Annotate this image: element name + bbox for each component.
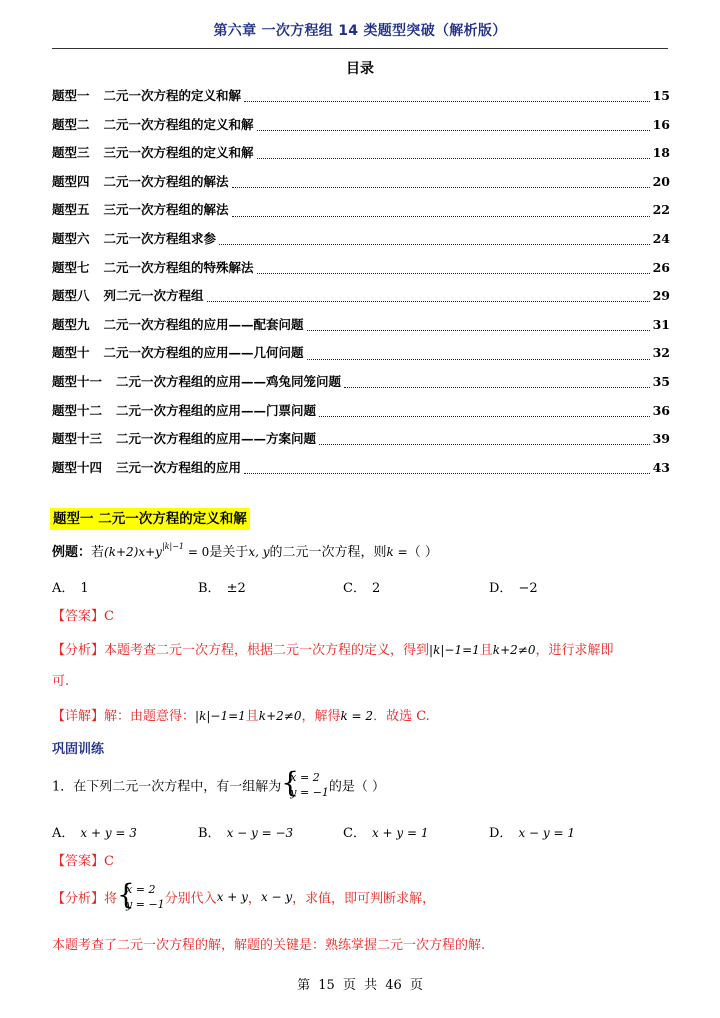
choice-letter: C． xyxy=(343,581,366,596)
toc-entry-number: 题型三 xyxy=(52,145,90,161)
choice-letter: A． xyxy=(52,581,75,596)
choice-letter: D． xyxy=(489,826,513,841)
system-line: { x = 2 xyxy=(126,883,156,896)
toc-entry-title: 二元一次方程组的应用——几何问题 xyxy=(103,345,304,361)
detail-text: ，解得 xyxy=(301,709,341,724)
analysis-text: 本题考查二元一次方程，根据二元一次方程的定义，得到 xyxy=(104,643,430,658)
toc-title: 目录 xyxy=(346,61,374,77)
answer-value: C xyxy=(104,609,114,624)
detail-math: |k|−1=1 xyxy=(195,709,246,723)
toc-entry-title: 二元一次方程组的应用——方案问题 xyxy=(116,431,317,447)
toc-leader-dots xyxy=(207,300,650,302)
toc-entry[interactable] xyxy=(52,425,670,454)
toc-entry-title: 二元一次方程的定义和解 xyxy=(103,88,242,103)
toc-leader-dots xyxy=(344,386,650,388)
example-exponent: |k|−1 xyxy=(161,542,184,551)
header-divider xyxy=(52,48,668,49)
toc-entry-page: 22 xyxy=(652,202,670,218)
toc-entry-number: 题型八 xyxy=(52,288,90,304)
toc-leader-dots xyxy=(257,129,650,131)
section-heading: 题型一 二元一次方程的定义和解 xyxy=(50,508,250,530)
toc-leader-dots xyxy=(244,472,650,474)
toc-entry[interactable] xyxy=(52,196,670,225)
toc-entry[interactable] xyxy=(52,282,670,311)
choice-letter: A． xyxy=(52,826,75,841)
practice-choice-b xyxy=(198,822,293,841)
choice-letter: D． xyxy=(489,581,513,596)
example-text-mid: 是关于 xyxy=(209,545,249,560)
choice-value: x − y = 1 xyxy=(518,826,575,840)
example-question xyxy=(52,541,438,560)
example-equation-tail: = 0 xyxy=(184,545,210,559)
detail-math: k+2≠0 xyxy=(258,709,302,723)
toc-entry-title: 二元一次方程组的应用——门票问题 xyxy=(116,402,317,418)
toc-leader-dots xyxy=(232,215,650,217)
system-line: { x = 2 xyxy=(290,771,320,784)
choice-value: x + y = 3 xyxy=(80,826,137,840)
example-detail xyxy=(52,705,430,724)
toc-entry-page: 24 xyxy=(652,230,670,246)
toc-entry-title: 三元一次方程组的应用 xyxy=(116,459,242,475)
choice-letter: B． xyxy=(198,581,221,596)
toc-entry-title: 三元一次方程组的定义和解 xyxy=(103,145,254,161)
practice-choice-a xyxy=(52,822,137,841)
toc-entry-title: 二元一次方程组求参 xyxy=(103,230,217,246)
example-choice-a xyxy=(52,577,89,596)
example-text-before: 若 xyxy=(91,545,105,560)
toc-entry-title: 二元一次方程组的解法 xyxy=(103,173,229,189)
choice-value: x + y = 1 xyxy=(371,826,429,840)
toc-leader-dots xyxy=(307,358,650,360)
toc-entry-number: 题型十三 xyxy=(52,431,103,447)
choice-letter: B． xyxy=(198,826,221,841)
practice-answer xyxy=(52,850,114,869)
practice-choice-c xyxy=(343,822,429,841)
example-text-after: 的二元一次方程，则 xyxy=(269,545,387,560)
toc-entry-page: 16 xyxy=(652,116,670,132)
practice-question-1 xyxy=(52,770,385,800)
analysis-math: x − y xyxy=(260,890,293,904)
example-choice-d xyxy=(489,577,538,596)
toc-entry-number: 题型四 xyxy=(52,173,90,189)
question-text: 1．在下列二元一次方程中，有一组解为 xyxy=(52,779,282,795)
toc-entry-number: 题型九 xyxy=(52,316,90,332)
example-analysis xyxy=(52,639,613,658)
toc-entry-page: 15 xyxy=(652,88,670,103)
toc-entry-number: 题型十二 xyxy=(52,402,103,418)
toc-entry-page: 18 xyxy=(652,145,670,161)
choice-value: ±2 xyxy=(226,581,246,596)
toc-entry-page: 26 xyxy=(652,259,670,275)
choice-letter: C． xyxy=(343,826,366,841)
analysis-text: ，求值，即可判断求解， xyxy=(292,891,436,907)
detail-text: 解：由题意得： xyxy=(104,709,196,724)
practice-analysis xyxy=(52,882,435,912)
example-analysis-cont: 可. xyxy=(52,674,70,689)
toc-leader-dots xyxy=(307,329,650,331)
toc-entry[interactable] xyxy=(52,368,670,397)
toc-leader-dots xyxy=(257,272,650,274)
answer-value: C xyxy=(104,854,114,869)
example-blank: （ ） xyxy=(407,545,438,560)
choice-value: −2 xyxy=(518,581,538,596)
toc-entry-number: 题型一 xyxy=(52,88,90,103)
analysis-math: k+2≠0 xyxy=(492,643,536,657)
solution-system xyxy=(281,770,329,800)
detail-math: k = 2 xyxy=(340,709,374,723)
detail-text: ．故选 C. xyxy=(373,709,430,724)
toc-entry[interactable] xyxy=(52,339,670,368)
answer-label: 【答案】 xyxy=(52,609,105,624)
analysis-math: |k|−1=1 xyxy=(429,643,480,657)
example-answer xyxy=(52,605,114,624)
toc-leader-dots xyxy=(219,243,650,245)
toc-leader-dots xyxy=(319,415,650,417)
toc-entry-number: 题型十 xyxy=(52,345,90,361)
solution-system xyxy=(117,882,165,912)
analysis-text: ，进行求解即 xyxy=(535,643,614,658)
toc-entry[interactable] xyxy=(52,111,670,140)
system-line: y = −1 xyxy=(290,786,329,799)
analysis-separator: ， xyxy=(247,891,261,907)
toc-entry-title: 列二元一次方程组 xyxy=(103,288,204,304)
toc-entry-page: 35 xyxy=(652,373,670,389)
toc-entry[interactable] xyxy=(52,397,670,426)
toc-entry-title: 三元一次方程组的解法 xyxy=(103,202,229,218)
analysis-conjunction: 且 xyxy=(479,643,493,658)
example-equation: (k+2)x+y xyxy=(104,545,162,559)
toc-leader-dots xyxy=(244,100,650,102)
example-label: 例题： xyxy=(52,545,92,560)
choice-value: 1 xyxy=(80,581,89,596)
toc-entry[interactable] xyxy=(52,454,670,483)
toc-entry-number: 题型二 xyxy=(52,116,90,132)
toc-entry-page: 43 xyxy=(652,459,670,475)
example-vars: x, y xyxy=(248,545,270,559)
answer-label: 【答案】 xyxy=(52,854,105,869)
analysis-text: 分别代入 xyxy=(164,891,217,907)
toc-entry-number: 题型五 xyxy=(52,202,90,218)
table-of-contents xyxy=(52,82,670,482)
toc-entry[interactable] xyxy=(52,225,670,254)
toc-entry-number: 题型十四 xyxy=(52,459,103,475)
detail-conjunction: 且 xyxy=(245,709,259,724)
toc-entry-number: 题型七 xyxy=(52,259,90,275)
toc-entry-page: 20 xyxy=(652,173,670,189)
choice-value: x − y = −3 xyxy=(226,826,294,840)
toc-entry-title: 二元一次方程组的应用——配套问题 xyxy=(103,316,304,332)
question-text: 的是（ ） xyxy=(328,779,386,795)
toc-entry-number: 题型十一 xyxy=(52,373,103,389)
toc-entry-title: 二元一次方程组的特殊解法 xyxy=(103,259,254,275)
practice-summary: 本题考查了二元一次方程的解，解题的关键是：熟练掌握二元一次方程的解. xyxy=(52,938,486,953)
toc-leader-dots xyxy=(232,186,650,188)
toc-entry-page: 36 xyxy=(652,402,670,418)
example-choice-b xyxy=(198,577,246,596)
toc-entry-page: 29 xyxy=(652,288,670,304)
toc-entry-number: 题型六 xyxy=(52,230,90,246)
analysis-math: x + y xyxy=(216,890,248,904)
toc-entry[interactable] xyxy=(52,168,670,197)
toc-leader-dots xyxy=(257,157,650,159)
toc-entry-page: 32 xyxy=(652,345,670,361)
toc-entry-page: 39 xyxy=(652,431,670,447)
system-line: y = −1 xyxy=(126,898,165,911)
toc-entry-page: 31 xyxy=(652,316,670,332)
toc-leader-dots xyxy=(319,443,650,445)
toc-entry[interactable] xyxy=(52,311,670,340)
detail-label: 【详解】 xyxy=(52,709,105,724)
practice-choice-d xyxy=(489,822,575,841)
page-footer: 第 15 页 共 46 页 xyxy=(297,978,423,993)
example-ask: k = xyxy=(386,545,408,559)
toc-entry[interactable] xyxy=(52,82,670,111)
analysis-text: 将 xyxy=(104,891,118,907)
document-header-title: 第六章 一次方程组 14 类题型突破（解析版） xyxy=(213,23,507,39)
toc-entry-title: 二元一次方程组的应用——鸡兔同笼问题 xyxy=(116,373,342,389)
analysis-label: 【分析】 xyxy=(52,643,105,658)
practice-heading: 巩固训练 xyxy=(52,742,105,757)
toc-entry[interactable] xyxy=(52,139,670,168)
analysis-label: 【分析】 xyxy=(52,891,105,907)
toc-entry[interactable] xyxy=(52,254,670,283)
toc-entry-title: 二元一次方程组的定义和解 xyxy=(103,116,254,132)
example-choice-c xyxy=(343,577,380,596)
choice-value: 2 xyxy=(371,581,381,596)
